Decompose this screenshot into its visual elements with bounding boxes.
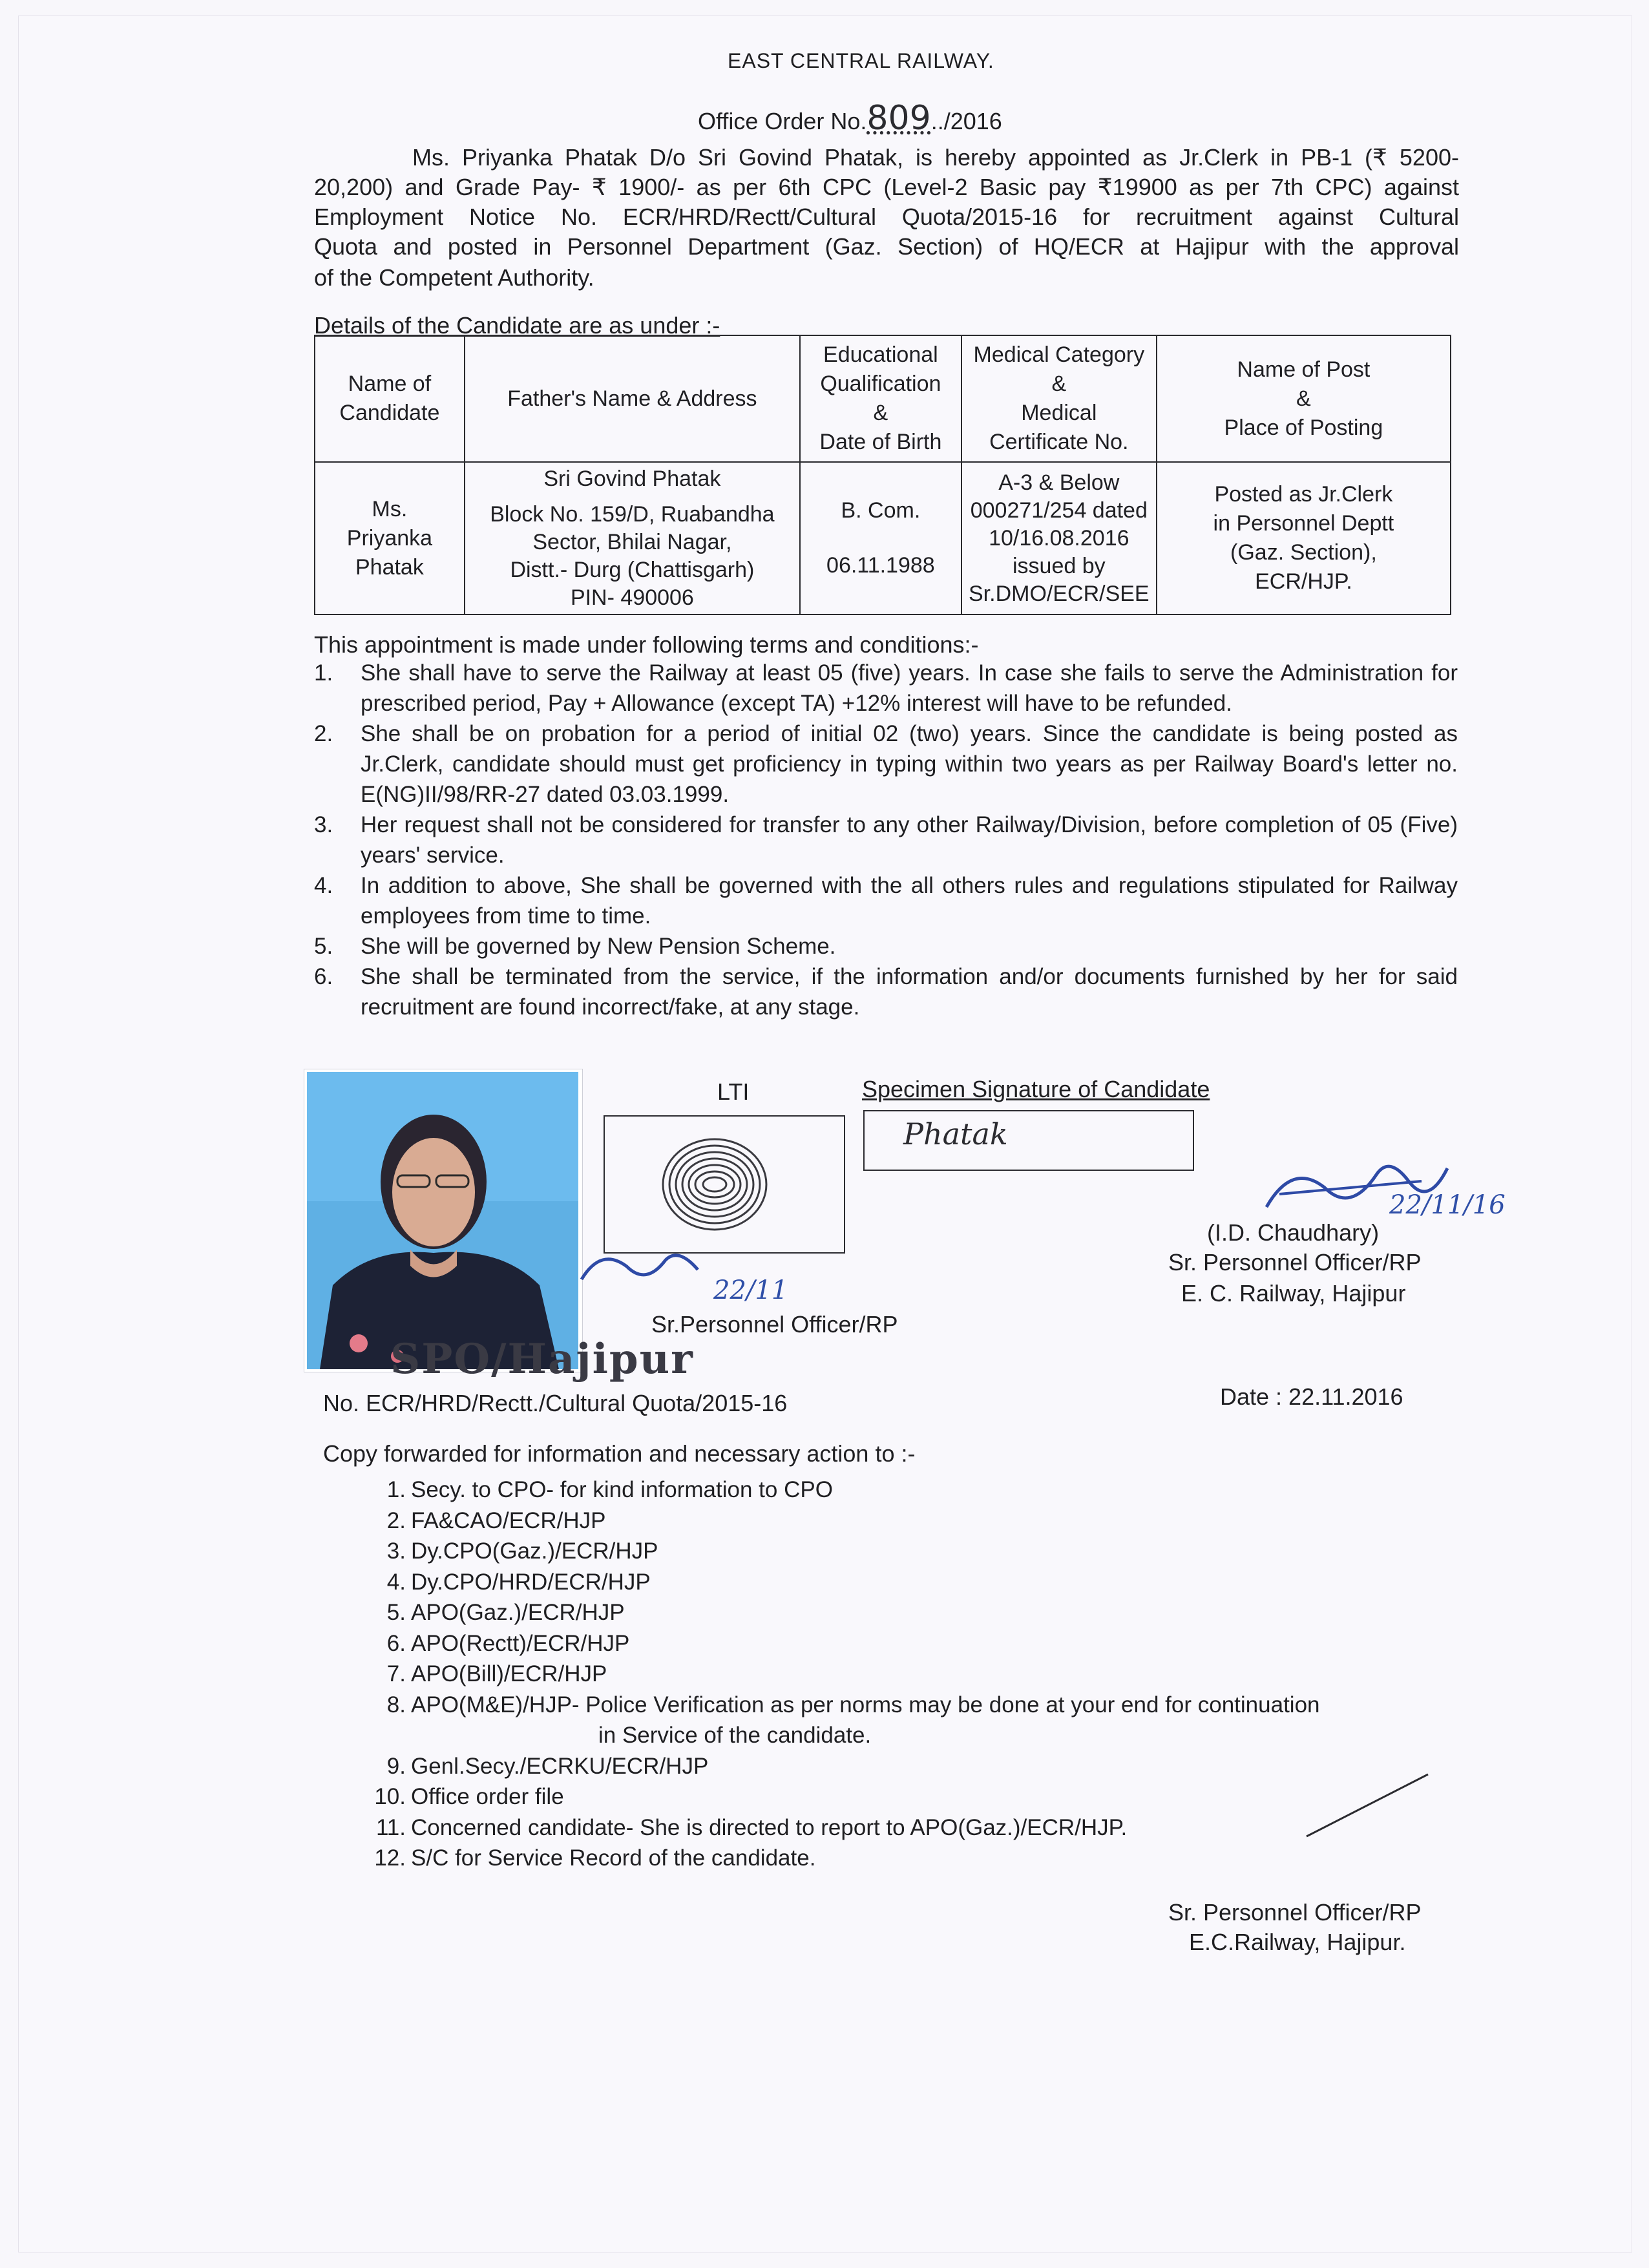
specimen-signature-box — [863, 1110, 1194, 1171]
lti-box — [604, 1115, 845, 1254]
term-item — [314, 931, 1458, 961]
copy-item-number: 5. — [386, 1600, 406, 1625]
reference-number: No. ECR/HRD/Rectt./Cultural Quota/2015-16 — [323, 1390, 788, 1416]
copy-item-text: Concerned candidate- She is directed to report to APO(Gaz.)/ECR/HJP. — [411, 1814, 1128, 1840]
copy-item-number: 1. — [386, 1477, 406, 1502]
term-text: She shall be on probation for a period of initial 02 (two) years. Since the candidate is being posted as Jr.Clerk, candidate should must get proficiency in typing within two years as per Railway Board's letter no. E(NG)II/98/RR-27 dated 03.03.1999. — [361, 721, 1458, 807]
intro-line-5: of the Competent Authority. — [314, 264, 594, 291]
term-text: Her request shall not be considered for transfer to any other Railway/Division, before completion of 05 (Five) years' service. — [361, 812, 1458, 868]
office-order-line — [698, 99, 1002, 138]
footer-office: E.C.Railway, Hajipur. — [1189, 1929, 1406, 1955]
candidate-photo-image — [307, 1072, 578, 1369]
cell-candidate-name: Ms. Priyanka Phatak — [315, 462, 465, 614]
list-item — [368, 1475, 1467, 1506]
candidate-photo — [304, 1069, 583, 1372]
term-number: 5. — [314, 934, 333, 959]
cell-posting: Posted as Jr.Clerk in Personnel Deptt (Gaz. Section), ECR/HJP. — [1157, 462, 1451, 614]
terms-list — [314, 658, 1458, 1022]
footer-title: Sr. Personnel Officer/RP — [1168, 1899, 1422, 1926]
copy-item-text: in Service of the candidate. — [598, 1723, 872, 1748]
term-item — [314, 658, 1458, 719]
header-name-of-candidate: Name of Candidate — [315, 335, 465, 462]
stamp-spo-hajipur: SPO/Hajipur — [390, 1335, 694, 1383]
officer-office: E. C. Railway, Hajipur — [1181, 1280, 1406, 1307]
intro-line-4: Quota and posted in Personnel Department (Gaz. Section) of HQ/ECR at Hajipur with the approval — [314, 233, 1459, 260]
term-number: 6. — [314, 964, 333, 989]
office-order-prefix: Office Order No. — [698, 108, 867, 134]
cell-medical: A-3 & Below 000271/254 dated 10/16.08.2016 issued by Sr.DMO/ECR/SEE — [961, 462, 1157, 614]
office-order-suffix: ../2016 — [930, 108, 1002, 134]
term-item — [314, 870, 1458, 931]
copy-item-number: 11. — [375, 1814, 406, 1840]
term-item — [314, 961, 1458, 1022]
officer-title: Sr. Personnel Officer/RP — [1168, 1249, 1422, 1276]
copy-item-number: 4. — [386, 1569, 406, 1595]
copy-item-text: FA&CAO/ECR/HJP — [411, 1507, 606, 1533]
candidate-details-table — [314, 335, 1451, 615]
list-item — [368, 1567, 1467, 1598]
term-text: She will be governed by New Pension Scheme. — [361, 934, 836, 959]
office-order-number: 809 — [867, 99, 931, 138]
copy-item-number: 3. — [386, 1538, 406, 1564]
copy-item-text: APO(Rectt)/ECR/HJP — [411, 1630, 630, 1656]
copy-item-text: Genl.Secy./ECRKU/ECR/HJP — [411, 1753, 709, 1779]
candidate-signature: Phatak — [903, 1117, 1008, 1151]
term-number: 1. — [314, 660, 333, 686]
details-heading: Details of the Candidate are as under :- — [314, 312, 720, 339]
copy-item-number: 2. — [386, 1507, 406, 1533]
list-item — [368, 1536, 1467, 1567]
list-item — [368, 1720, 1467, 1751]
lti-label: LTI — [717, 1078, 750, 1105]
copy-item-text: Dy.CPO(Gaz.)/ECR/HJP — [411, 1538, 658, 1564]
copy-item-text: APO(Gaz.)/ECR/HJP — [411, 1600, 625, 1625]
cell-qualification-dob: B. Com. 06.11.1988 — [800, 462, 961, 614]
list-item — [368, 1628, 1467, 1659]
copy-item-text: Office order file — [411, 1784, 564, 1809]
term-text: In addition to above, She shall be governed with the all others rules and regulations stipulated for Railway employees from time to time. — [361, 873, 1458, 929]
table-header-row — [315, 335, 1451, 462]
copy-forwarded-heading: Copy forwarded for information and necessary action to :- — [323, 1440, 916, 1467]
header-educational-qualification: Educational Qualification & Date of Birth — [800, 335, 961, 462]
specimen-signature-label: Specimen Signature of Candidate — [862, 1076, 1210, 1102]
term-number: 4. — [314, 873, 333, 898]
term-number: 2. — [314, 721, 333, 746]
terms-heading: This appointment is made under following terms and conditions:- — [314, 631, 979, 658]
term-number: 3. — [314, 812, 333, 837]
org-heading: EAST CENTRAL RAILWAY. — [728, 49, 994, 72]
list-item — [368, 1659, 1467, 1690]
attestation-signature-icon — [575, 1241, 717, 1299]
list-item — [368, 1597, 1467, 1628]
attestation-date: 22/11 — [713, 1276, 788, 1305]
pen-stroke-icon — [1301, 1770, 1431, 1842]
copy-item-number: 9. — [386, 1753, 406, 1779]
thumbprint-icon — [618, 1123, 824, 1246]
header-post-and-place: Name of Post & Place of Posting — [1157, 335, 1451, 462]
term-item — [314, 810, 1458, 870]
copy-item-text: S/C for Service Record of the candidate. — [411, 1845, 816, 1871]
attestation-title: Sr.Personnel Officer/RP — [651, 1311, 898, 1338]
copy-item-text: APO(M&E)/HJP- Police Verification as per norms may be done at your end for continuation — [411, 1692, 1320, 1717]
intro-line-2: 20,200) and Grade Pay- ₹ 1900/- as per 6th CPC (Level-2 Basic pay ₹19900 as per 7th CPC) against — [314, 174, 1459, 200]
table-row — [315, 462, 1451, 614]
header-father-name-address: Father's Name & Address — [465, 335, 800, 462]
list-item — [368, 1506, 1467, 1537]
cell-father-address: Sri Govind Phatak Block No. 159/D, Ruabandha Sector, Bhilai Nagar, Distt.- Durg (Chattisgarh) PIN- 490006 — [465, 462, 800, 614]
copy-item-number: 12. — [374, 1845, 406, 1871]
term-item — [314, 719, 1458, 810]
copy-item-text: APO(Bill)/ECR/HJP — [411, 1661, 607, 1686]
list-item — [368, 1690, 1467, 1721]
term-text: She shall be terminated from the service, if the information and/or documents furnished by her for said recruitment are found incorrect/fake, at any stage. — [361, 964, 1458, 1020]
term-text: She shall have to serve the Railway at least 05 (five) years. In case she fails to serve the Administration for prescribed period, Pay + Allowance (except TA) +12% interest will have to be refunded. — [361, 660, 1458, 716]
officer-name: (I.D. Chaudhary) — [1207, 1219, 1380, 1246]
intro-line-1: Ms. Priyanka Phatak D/o Sri Govind Phatak, is hereby appointed as Jr.Clerk in PB-1 (₹ 5200- — [412, 144, 1459, 171]
intro-line-3: Employment Notice No. ECR/HRD/Rectt/Cultural Quota/2015-16 for recruitment against Cultural — [314, 204, 1459, 230]
copy-item-text: Secy. to CPO- for kind information to CPO — [411, 1477, 833, 1502]
order-date: Date : 22.11.2016 — [1220, 1383, 1403, 1410]
header-medical-category: Medical Category & Medical Certificate No. — [961, 335, 1157, 462]
copy-item-text: Dy.CPO/HRD/ECR/HJP — [411, 1569, 651, 1595]
copy-item-number: 7. — [386, 1661, 406, 1686]
list-item — [368, 1843, 1467, 1874]
copy-item-number: 10. — [374, 1784, 406, 1809]
copy-item-number: 6. — [386, 1630, 406, 1656]
copy-item-number: 8. — [386, 1692, 406, 1717]
officer-initial-date: 22/11/16 — [1389, 1190, 1506, 1220]
